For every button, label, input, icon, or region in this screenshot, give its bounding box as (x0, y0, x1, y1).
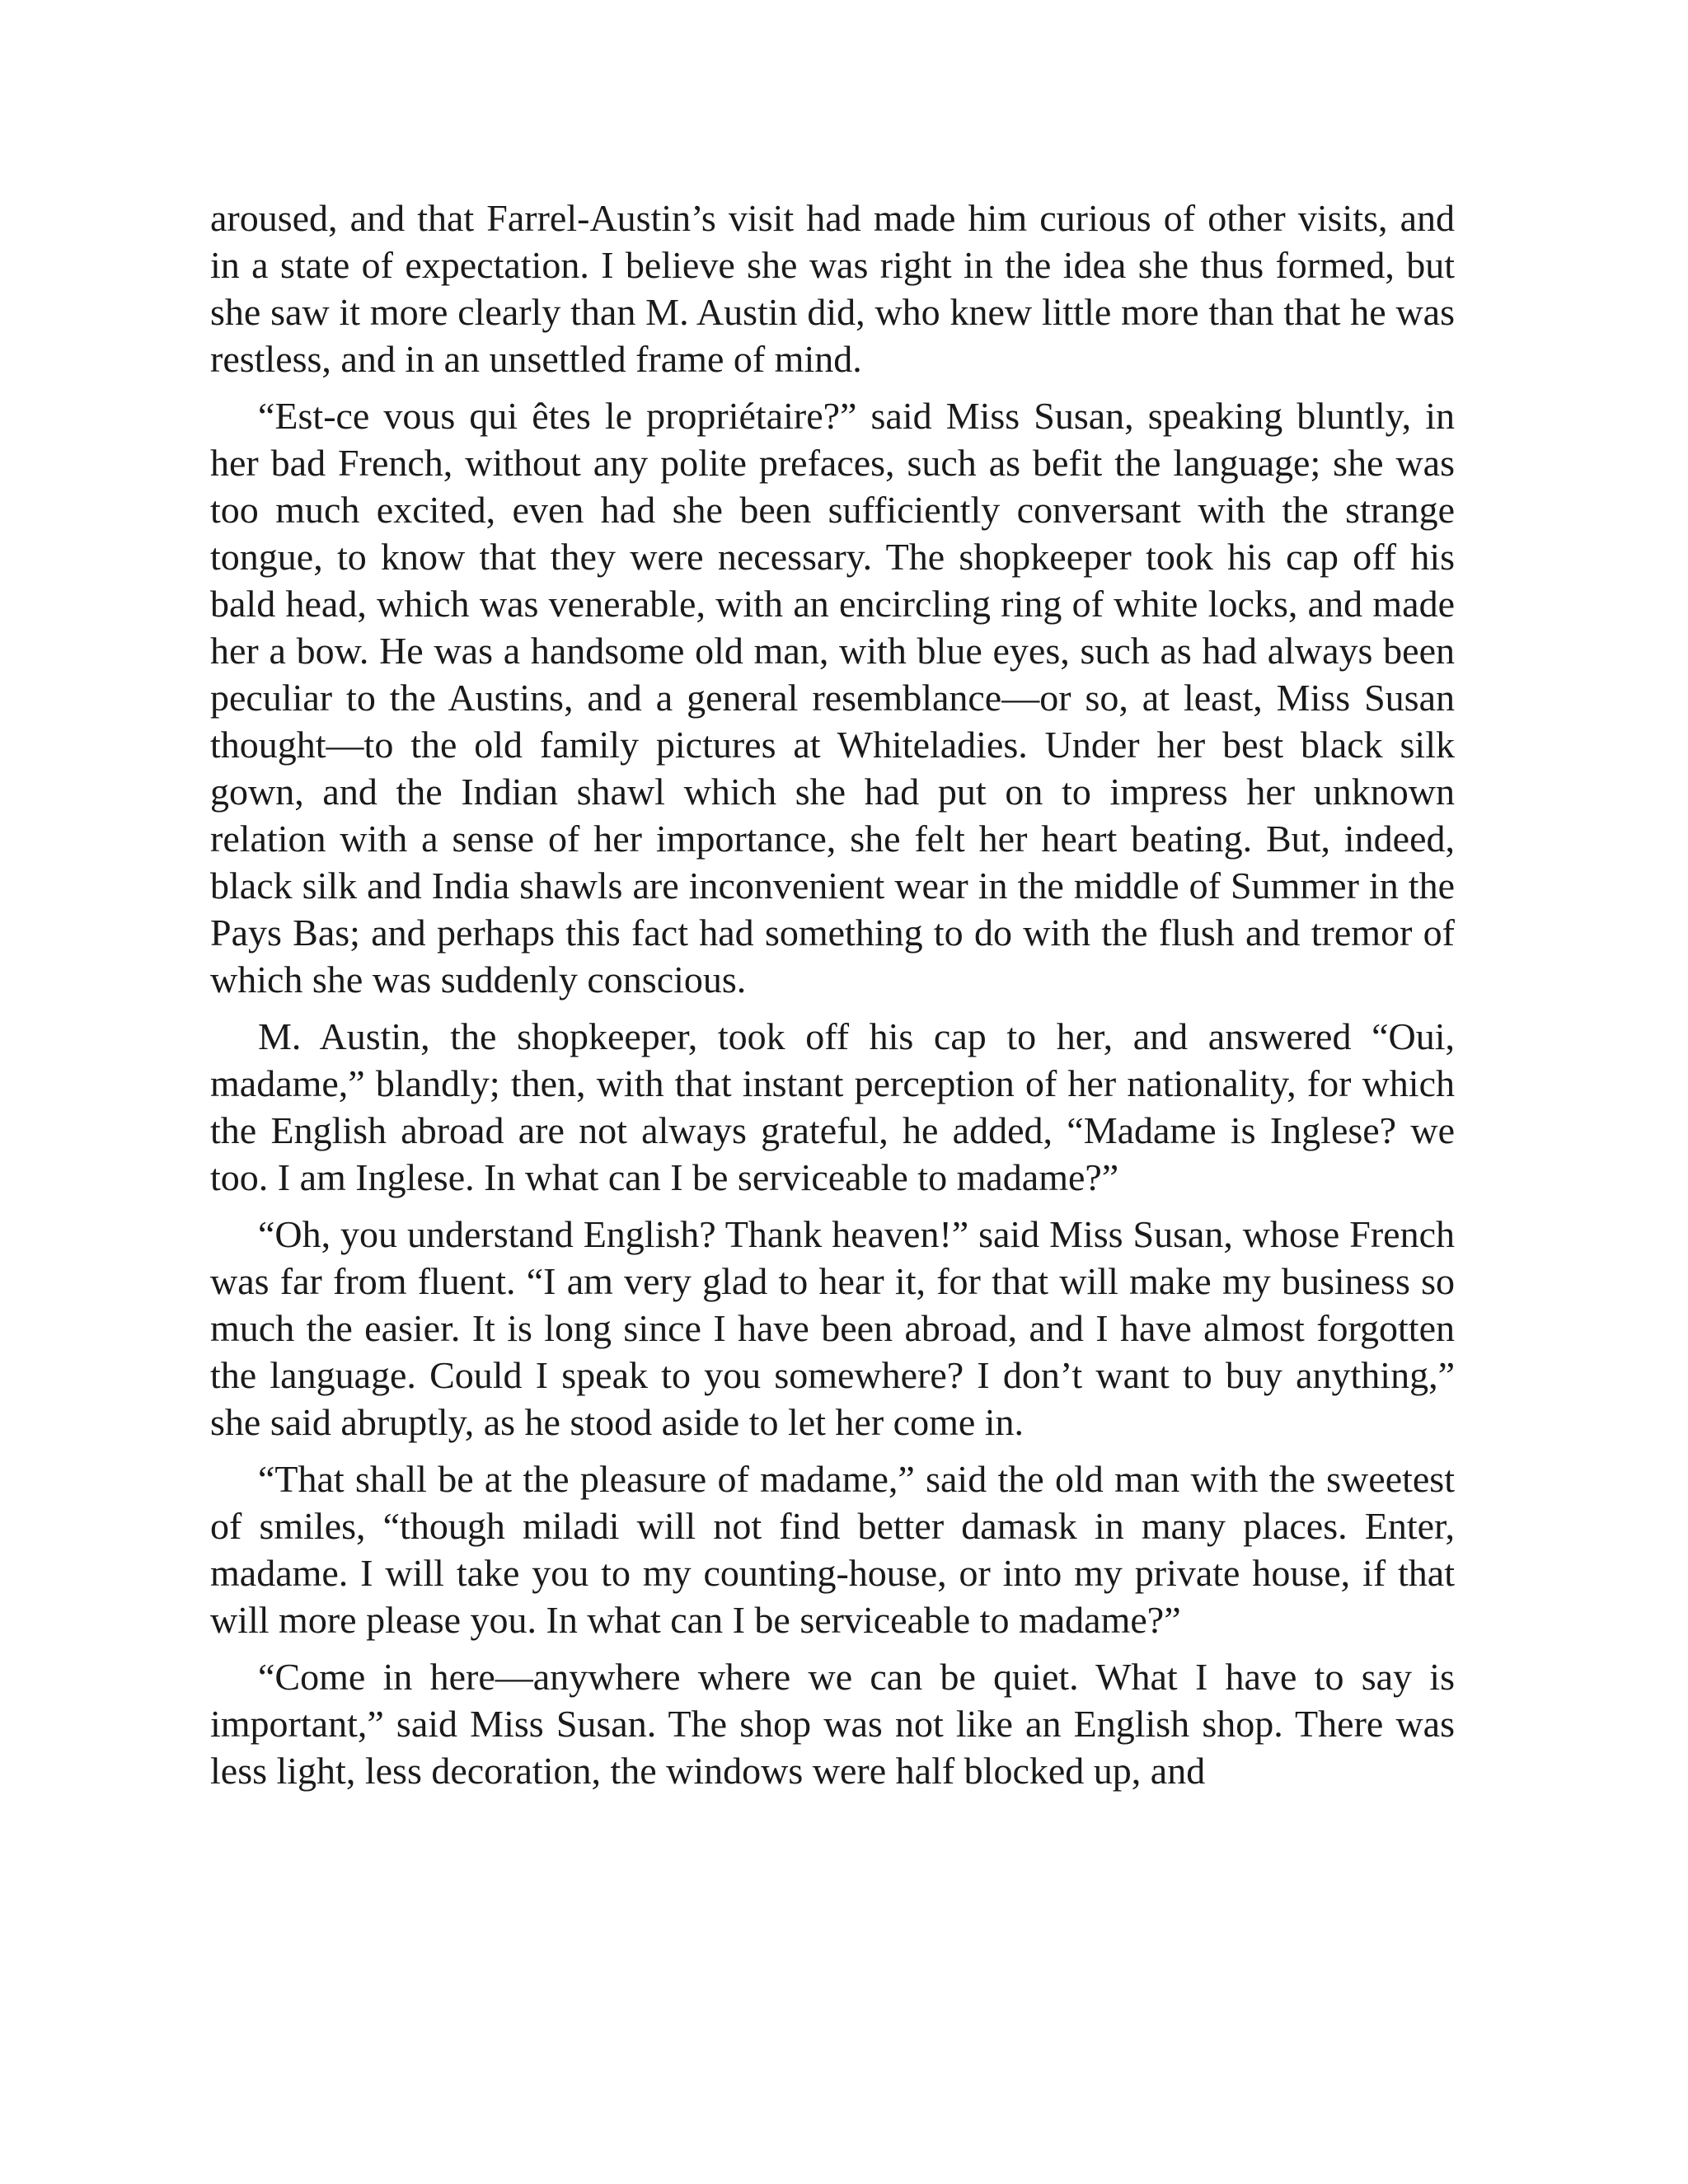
paragraph-3: M. Austin, the shopkeeper, took off his cap to her, and answered “Oui, madame,” blandly; then, with that instant perception of her nationality, for which the English abroad are not always grateful, he added, “Madame is Inglese? we too. I am Inglese. In what can I be serviceable to madame?” (210, 1015, 1455, 1198)
paragraph-4: “Oh, you understand English? Thank heaven!” said Miss Susan, whose French was far from fluent. “I am very glad to hear it, for that will make my business so much the easier. It is long since I have been abroad, and I have almost forgotten the language. Could I speak to you somewhere? I don’t want to buy anything,” she said abruptly, as he stood aside to let her come in. (210, 1213, 1455, 1443)
body-text (210, 194, 1455, 1804)
paragraph-1: aroused, and that Farrel-Austin’s visit had made him curious of other visits, and in a state of expectation. I believe she was right in the idea she thus formed, but she saw it more clearly than M. Austin did, who knew little more than that he was restless, and in an unsettled frame of mind. (210, 197, 1455, 380)
paragraph-5: “That shall be at the pleasure of madame,” said the old man with the sweetest of smiles, “though miladi will not find better damask in many places. Enter, madame. I will take you to my counting-house, or into my private house, if that will more please you. In what can I be serviceable to madame?” (210, 1458, 1455, 1641)
paragraph-6: “Come in here—anywhere where we can be quiet. What I have to say is important,” said Miss Susan. The shop was not like an English shop. There was less light, less decoration, the windows were half blocked up, and (210, 1656, 1455, 1792)
paragraph-2: “Est-ce vous qui êtes le propriétaire?” said Miss Susan, speaking bluntly, in her bad French, without any polite prefaces, such as befit the language; she was too much excited, even had she been sufficiently conversant with the strange tongue, to know that they were necessary. The shopkeeper took his cap off his bald head, which was venerable, with an encircling ring of white locks, and made her a bow. He was a handsome old man, with blue eyes, such as had always been peculiar to the Austins, and a general resemblance—or so, at least, Miss Susan thought—to the old family pictures at Whiteladies. Under her best black silk gown, and the Indian shawl which she had put on to impress her unknown relation with a sense of her importance, she felt her heart beating. But, indeed, black silk and India shawls are inconvenient wear in the middle of Summer in the Pays Bas; and perhaps this fact had something to do with the flush and tremor of which she was suddenly conscious. (210, 395, 1455, 1001)
